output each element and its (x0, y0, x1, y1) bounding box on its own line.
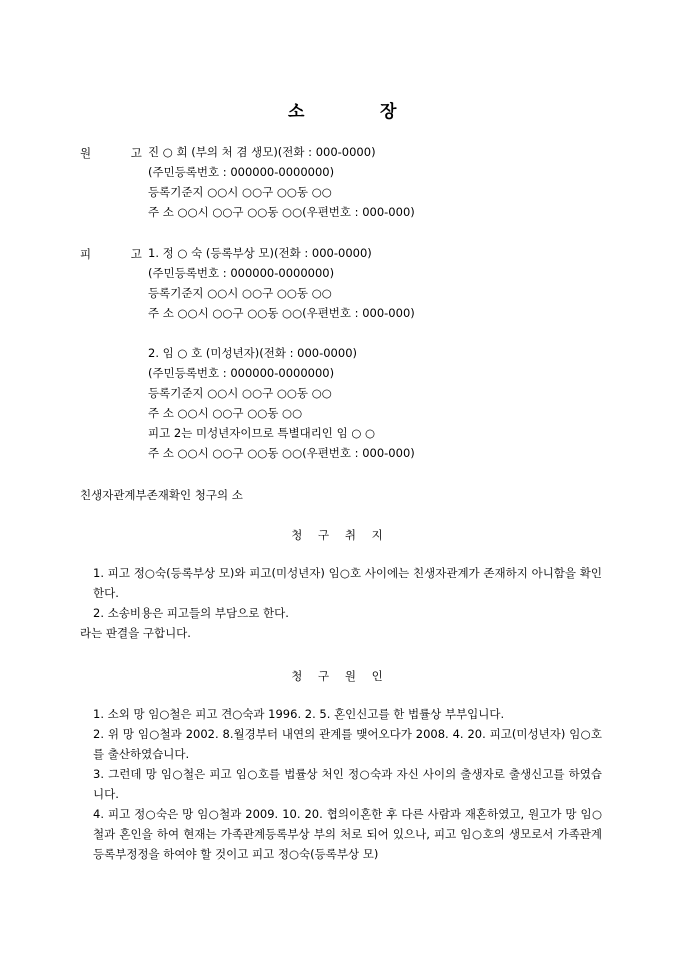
plaintiff-address-line: 주 소 ○○시 ○○구 ○○동 ○○(우편번호 : 000-000) (148, 205, 415, 219)
defendant-1-registry-line: 등록기준지 ○○시 ○○구 ○○동 ○○ (148, 286, 332, 300)
defendant-role-label: 피 고 (80, 247, 160, 261)
defendant-1-id-line: (주민등록번호 : 000000-0000000) (148, 266, 335, 280)
purpose-item-2: 2. 소송비용은 피고들의 부담으로 한다. (93, 606, 289, 620)
purpose-item-1: 1. 피고 정○숙(등록부상 모)와 피고(미성년자) 임○호 사이에는 친생자관계가 존재하지 아니함을 확인한다. (93, 566, 602, 600)
case-name: 친생자관계부존재확인 청구의 소 (80, 488, 243, 502)
defendant-2-address-line: 주 소 ○○시 ○○구 ○○동 ○○ (148, 406, 303, 420)
cause-item-1: 1. 소외 망 임○철은 피고 견○숙과 1996. 2. 5. 혼인신고를 한 법률상 부부입니다. (93, 707, 505, 721)
defendant-2-name-line: 2. 임 ○ 호 (미성년자)(전화 : 000-0000) (148, 346, 357, 360)
plaintiff-role-label: 원 고 (80, 146, 160, 160)
plaintiff-id-line: (주민등록번호 : 000000-0000000) (148, 165, 335, 179)
defendant-2-id-line: (주민등록번호 : 000000-0000000) (148, 366, 335, 380)
cause-item-3: 3. 그런데 망 임○철은 피고 임○호를 법률상 처인 정○숙과 자신 사이의 출생자로 출생신고를 하였습니다. (93, 767, 602, 801)
cause-item-2: 2. 위 망 임○철과 2002. 8.월경부터 내연의 관계를 맺어오다가 2008. 4. 20. 피고(미성년자) 임○호를 출산하였습니다. (93, 727, 602, 761)
plaintiff-name-line: 진 ○ 희 (부의 처 겸 생모)(전화 : 000-0000) (148, 145, 376, 159)
defendant-1-name-line: 1. 정 ○ 숙 (등록부상 모)(전화 : 000-0000) (148, 246, 372, 260)
title-char-left: 소 (288, 102, 305, 122)
purpose-list (80, 563, 602, 643)
special-agent-address-line: 주 소 ○○시 ○○구 ○○동 ○○(우편번호 : 000-000) (148, 446, 415, 460)
cause-list (80, 704, 602, 864)
cause-item-4: 4. 피고 정○숙은 망 임○철과 2009. 10. 20. 협의이혼한 후 다른 사람과 재혼하였고, 원고가 망 임○철과 혼인을 하여 현재는 가족관계등록부상 부의 처로 되어 있으나, 피고 임○호의 생모로서 가족관계등록부정정을 하여야 할 것이고 피고 정○숙(등록부상 모) (93, 807, 602, 861)
special-agent-line: 피고 2는 미성년자이므로 특별대리인 임 ○ ○ (148, 426, 376, 440)
purpose-closing: 라는 판결을 구합니다. (80, 626, 191, 640)
purpose-heading: 청 구 취 지 (291, 528, 389, 542)
defendant-2-registry-line: 등록기준지 ○○시 ○○구 ○○동 ○○ (148, 386, 332, 400)
title-char-right: 장 (380, 102, 397, 122)
defendant-1-address-line: 주 소 ○○시 ○○구 ○○동 ○○(우편번호 : 000-000) (148, 306, 415, 320)
cause-heading: 청 구 원 인 (291, 669, 389, 683)
plaintiff-registry-line: 등록기준지 ○○시 ○○구 ○○동 ○○ (148, 185, 332, 199)
